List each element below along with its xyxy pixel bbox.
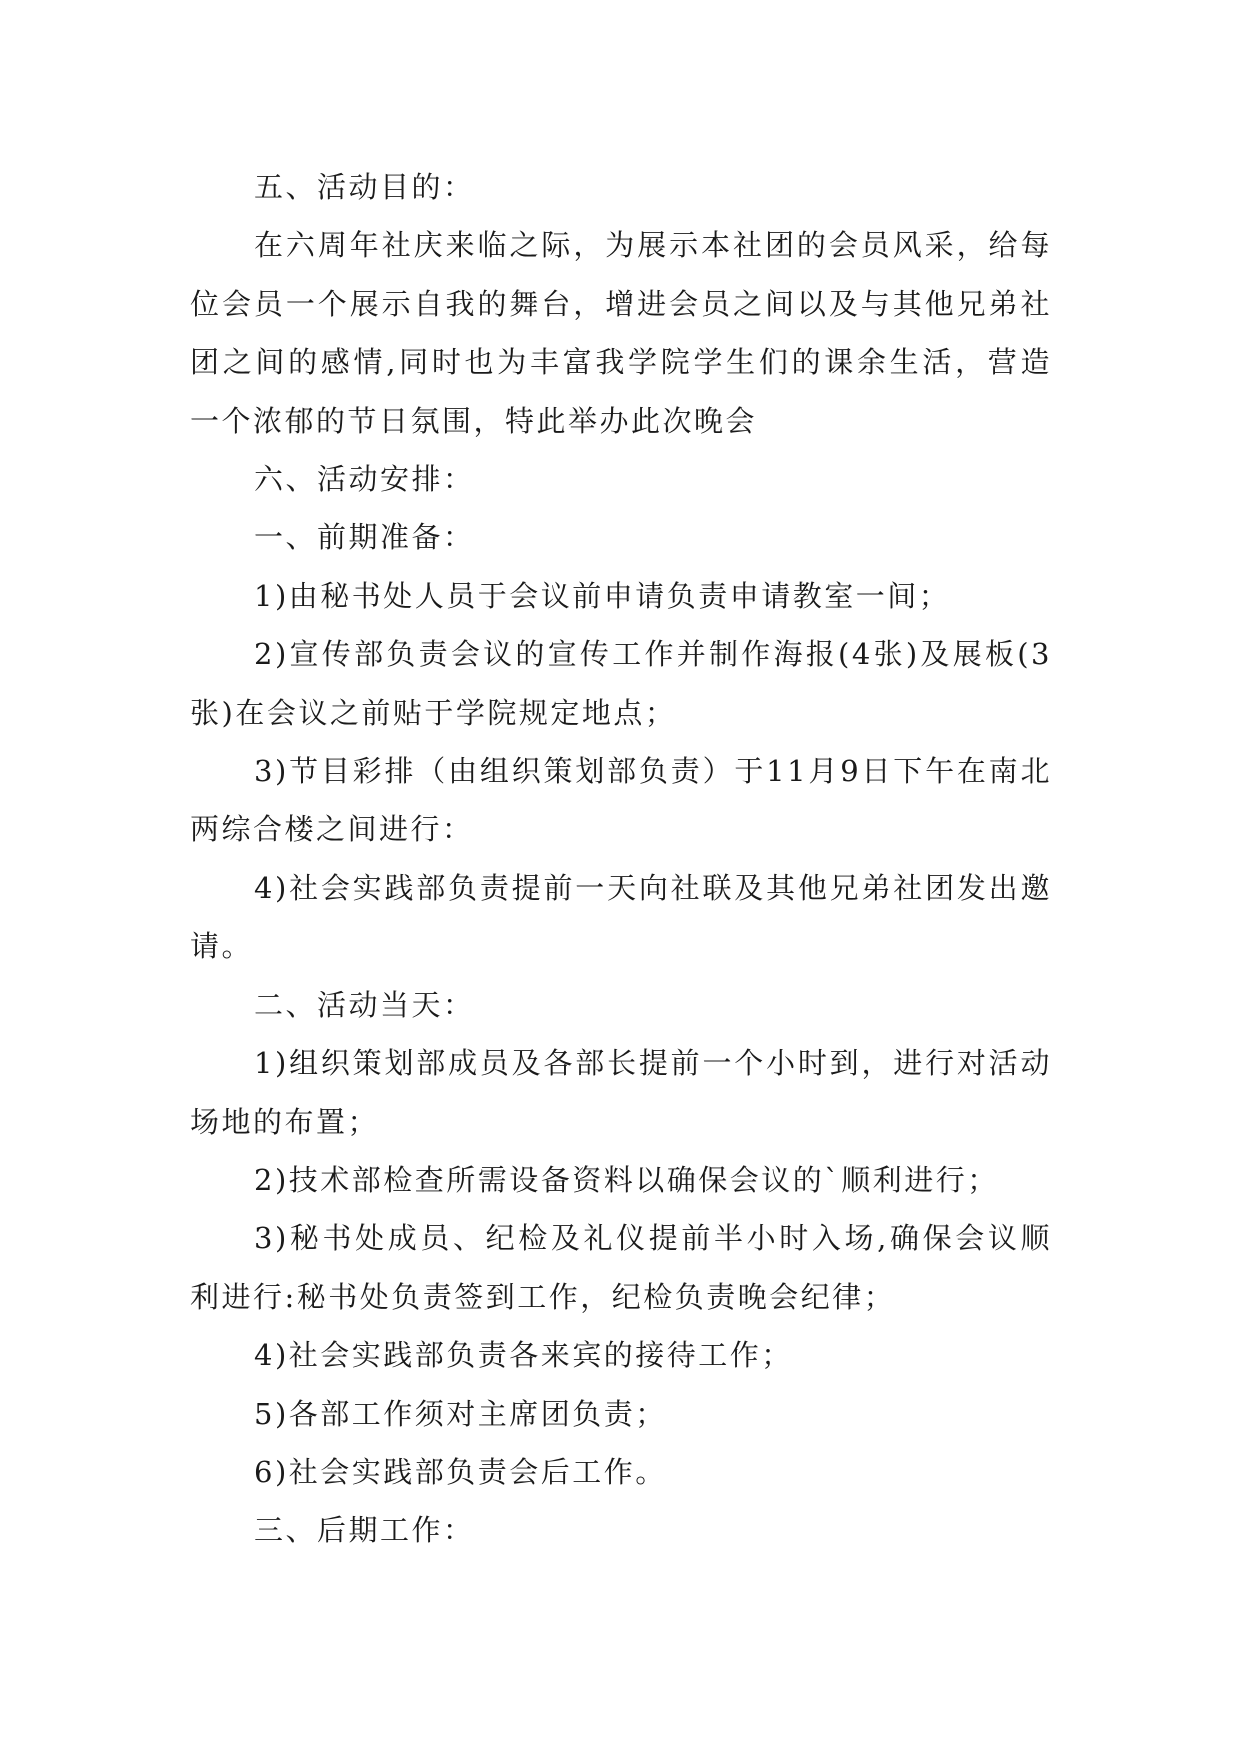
list-item: 1)组织策划部成员及各部长提前一个小时到，进行对活动场地的布置；	[190, 1046, 1052, 1139]
list-item: 3)秘书处成员、纪检及礼仪提前半小时入场,确保会议顺利进行:秘书处负责签到工作，纪检负责晚会纪律；	[190, 1221, 1052, 1314]
list-item: 4)社会实践部负责提前一天向社联及其他兄弟社团发出邀请。	[190, 870, 1052, 964]
subsection-heading-preparation: 一、前期准备：	[254, 520, 475, 555]
list-item: 6)社会实践部负责会后工作。	[254, 1454, 667, 1489]
list-item: 2)宣传部负责会议的宣传工作并制作海报(4张)及展板(3张)在会议之前贴于学院规定地点；	[190, 637, 1052, 730]
section-heading-arrangement: 六、活动安排：	[254, 462, 475, 497]
list-item: 4)社会实践部负责各来宾的接待工作；	[254, 1338, 793, 1373]
subsection-heading-followup: 三、后期工作：	[254, 1513, 475, 1548]
document-body	[190, 158, 1052, 1560]
subsection-heading-event-day: 二、活动当天：	[254, 987, 475, 1022]
list-item: 2)技术部检查所需设备资料以确保会议的`顺利进行；	[254, 1162, 999, 1197]
section-heading-purpose: 五、活动目的：	[254, 170, 475, 204]
list-item: 3)节目彩排（由组织策划部负责）于11月9日下午在南北两综合楼之间进行：	[190, 754, 1052, 847]
purpose-paragraph: 在六周年社庆来临之际，为展示本社团的会员风采，给每位会员一个展示自我的舞台，增进会员之间以及与其他兄弟社团之间的感情,同时也为丰富我学院学生们的课余生活，营造一个浓郁的节日氛围，特此举办此次晚会	[190, 228, 1052, 438]
list-item: 5)各部工作须对主席团负责；	[254, 1396, 667, 1431]
list-item: 1)由秘书处人员于会议前申请负责申请教室一间；	[254, 578, 951, 613]
